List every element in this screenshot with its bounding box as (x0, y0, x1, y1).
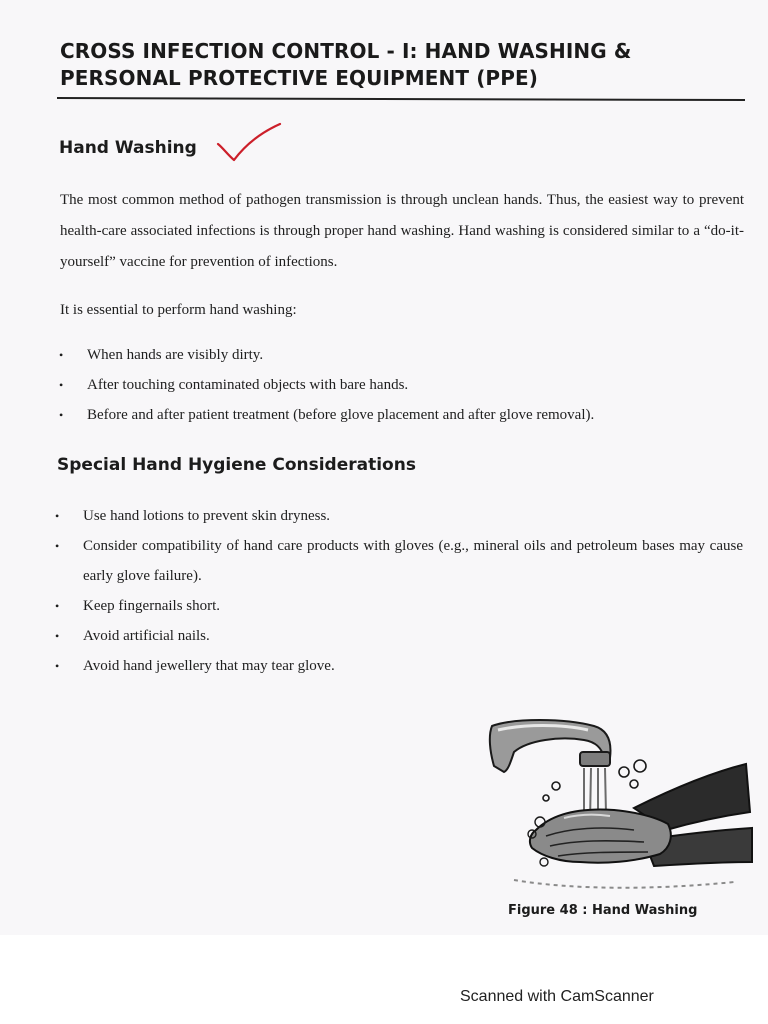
bullet-icon: • (59, 378, 64, 392)
bullet-icon: • (55, 509, 60, 523)
list-item-text: Avoid artificial nails. (83, 628, 210, 644)
list-item-text: Use hand lotions to prevent skin dryness. (83, 508, 331, 524)
figure-caption: Figure 48 : Hand Washing (508, 903, 698, 918)
list-item-text: Keep fingernails short. (83, 598, 221, 614)
list-item-text: Avoid hand jewellery that may tear glove. (83, 658, 335, 674)
list-item (53, 591, 743, 621)
bullet-icon: • (55, 539, 60, 553)
list-item (57, 400, 717, 430)
special-hygiene-list (53, 501, 743, 681)
bullet-icon: • (59, 408, 64, 422)
list-item-text: When hands are visibly dirty. (87, 347, 264, 363)
hand-washing-intro: The most common method of pathogen transmission is through unclean hands. Thus, the easiest way to prevent health-care associated infections is through proper hand washing. Hand washing is considered similar to a “do-it-yourself” vaccine for prevention of infections. (60, 192, 744, 270)
list-item-text: Before and after patient treatment (before glove placement and after glove removal). (87, 407, 595, 423)
list-item (57, 370, 717, 400)
camscanner-watermark: Scanned with CamScanner (460, 988, 654, 1005)
list-item (53, 501, 743, 531)
list-item-text: After touching contaminated objects with bare hands. (87, 377, 409, 393)
page-title: CROSS INFECTION CONTROL - I: HAND WASHING & PERSONAL PROTECTIVE EQUIPMENT (PPE) (60, 39, 632, 90)
list-item (57, 340, 717, 370)
hand-washing-illustration (484, 712, 754, 898)
list-item-text: Consider compatibility of hand care products with gloves (e.g., mineral oils and petroleum bases may cause early glove failure). (83, 538, 743, 584)
special-hygiene-heading: Special Hand Hygiene Considerations (57, 455, 416, 475)
list-item (53, 651, 743, 681)
hand-washing-list (57, 340, 717, 430)
title-underline (57, 97, 745, 101)
list-item (53, 531, 743, 591)
bullet-icon: • (55, 599, 60, 613)
hand-washing-heading: Hand Washing (59, 138, 197, 158)
essential-lead: It is essential to perform hand washing: (60, 302, 297, 318)
list-item (53, 621, 743, 651)
bullet-icon: • (59, 348, 64, 362)
checkmark-icon (216, 122, 284, 164)
bullet-icon: • (55, 659, 60, 673)
bullet-icon: • (55, 629, 60, 643)
